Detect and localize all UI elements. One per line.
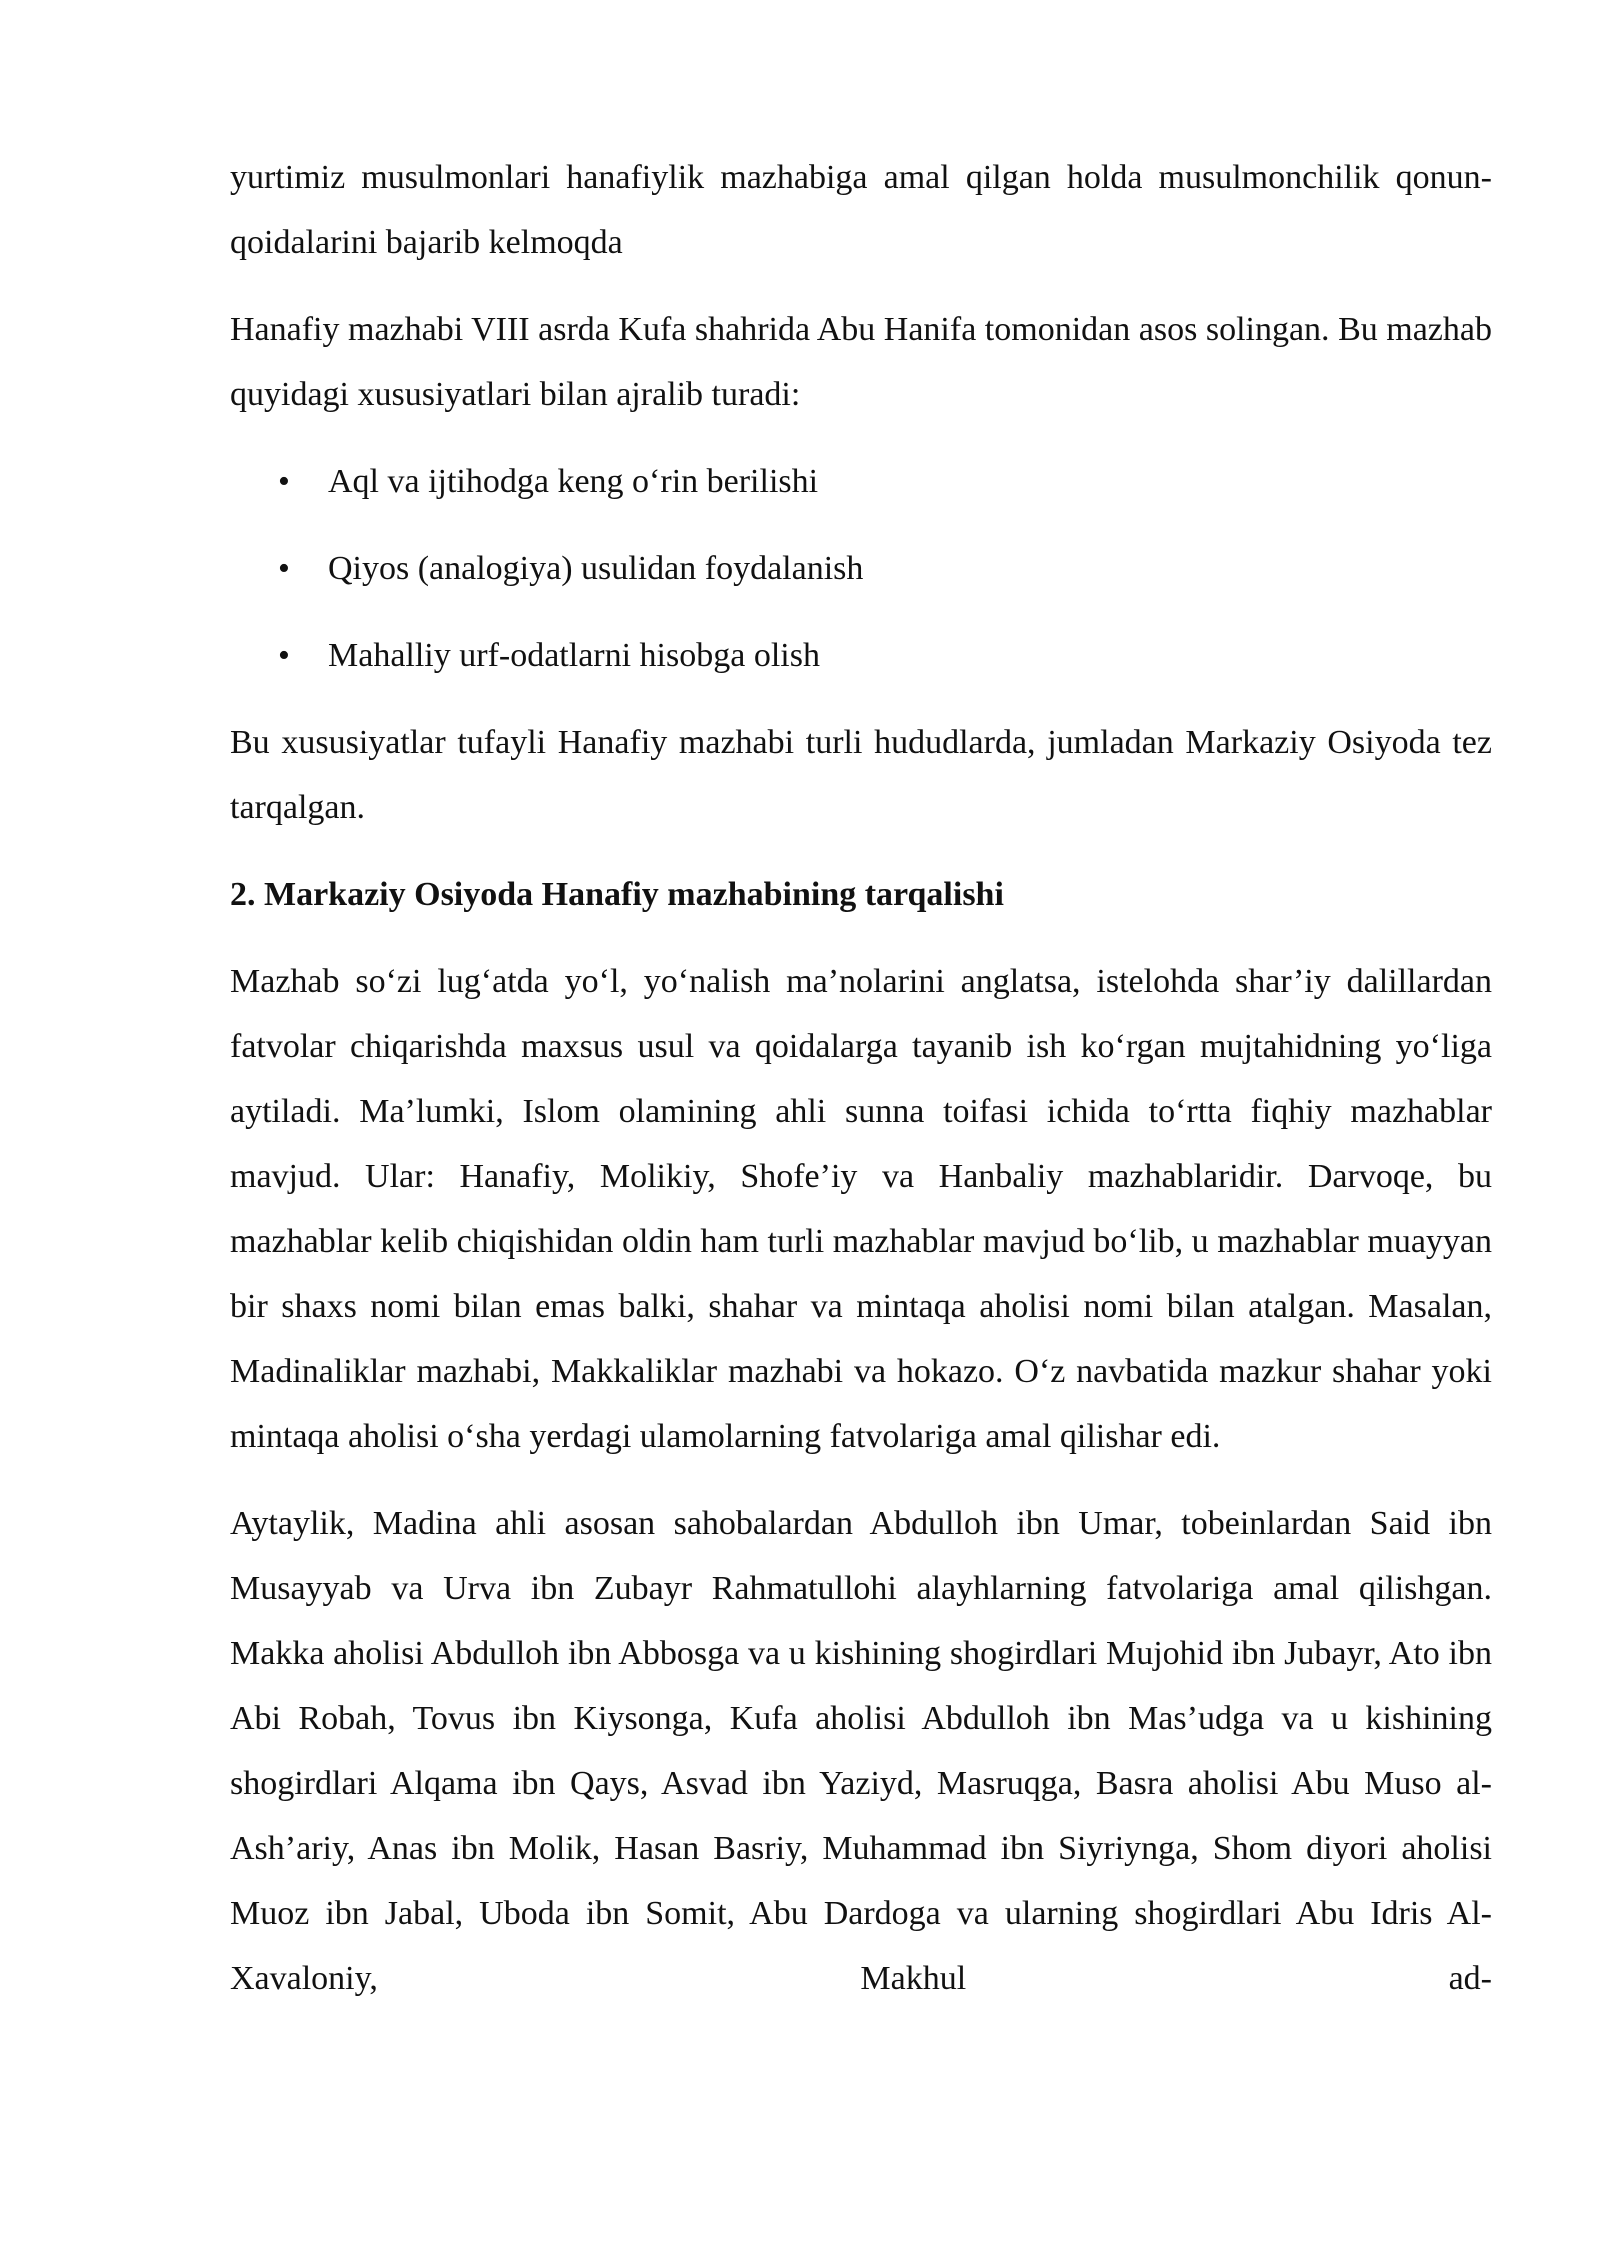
features-list [230,449,1492,688]
section-heading: 2. Markaziy Osiyoda Hanafiy mazhabining tarqalishi [230,876,1004,913]
list-item [230,449,1492,514]
hanafi-origin-paragraph: Hanafiy mazhabi VIII asrda Kufa shahrida Abu Hanifa tomonidan asos solingan. Bu mazhab quyidagi xususiyatlari bilan ajralib turadi: [230,311,1492,413]
list-item-text: Mahalliy urf-odatlarni hisobga olish [328,637,820,674]
mazhab-definition-paragraph: Mazhab so‘zi lug‘atda yo‘l, yo‘nalish ma’nolarini anglatsa, istelohda shar’iy dalillardan fatvolar chiqarishda maxsus usul va qoidalarga tayanib ish ko‘rgan mujtahidning yo‘liga aytiladi. Ma’lumki, Islom olamining ahli sunna toifasi ichida to‘rtta fiqhiy mazhablar mavjud. Ular: Hanafiy, Molikiy, Shofe’iy va Hanbaliy mazhablaridir. Darvoqe, bu mazhablar kelib chiqishidan oldin ham turli mazhablar mavjud bo‘lib, u mazhablar muayyan bir shaxs nomi bilan emas balki, shahar va mintaqa aholisi nomi bilan atalgan. Masalan, Madinaliklar mazhabi, Makkaliklar mazhabi va hokazo. O‘z navbatida mazkur shahar yoki mintaqa aholisi o‘sha yerdagi ulamolarning fatvolariga amal qilishar edi. [230,963,1492,1455]
intro-continuation-paragraph: yurtimiz musulmonlari hanafiylik mazhabiga amal qilgan holda musulmonchilik qonun-qoidalarini bajarib kelmoqda [230,159,1492,261]
bullet-icon: • [278,637,290,674]
list-item-text: Aql va ijtihodga keng o‘rin berilishi [328,463,819,500]
list-item [230,623,1492,688]
list-item-text: Qiyos (analogiya) usulidan foydalanish [328,550,864,587]
bullet-icon: • [278,463,290,500]
document-body [230,145,1492,2033]
regional-scholars-paragraph: Aytaylik, Madina ahli asosan sahobalardan Abdulloh ibn Umar, tobeinlardan Said ibn Musayyab va Urva ibn Zubayr Rahmatullohi alayhlarning fatvolariga amal qilishgan. Makka aholisi Abdulloh ibn Abbosga va u kishining shogirdlari Mujohid ibn Jubayr, Ato ibn Abi Robah, Tovus ibn Kiysonga, Kufa aholisi Abdulloh ibn Mas’udga va u kishining shogirdlari Alqama ibn Qays, Asvad ibn Yaziyd, Masruqga, Basra aholisi Abu Muso al-Ash’ariy, Anas ibn Molik, Hasan Basriy, Muhammad ibn Siyriynga, Shom diyori aholisi Muoz ibn Jabal, Uboda ibn Somit, Abu Dardoga va ularning shogirdlari Abu Idris Al-Xavaloniy, Makhul ad- [230,1505,1492,1997]
bullet-icon: • [278,550,290,587]
spread-summary-paragraph: Bu xususiyatlar tufayli Hanafiy mazhabi turli hududlarda, jumladan Markaziy Osiyoda tez tarqalgan. [230,724,1492,826]
list-item [230,536,1492,601]
